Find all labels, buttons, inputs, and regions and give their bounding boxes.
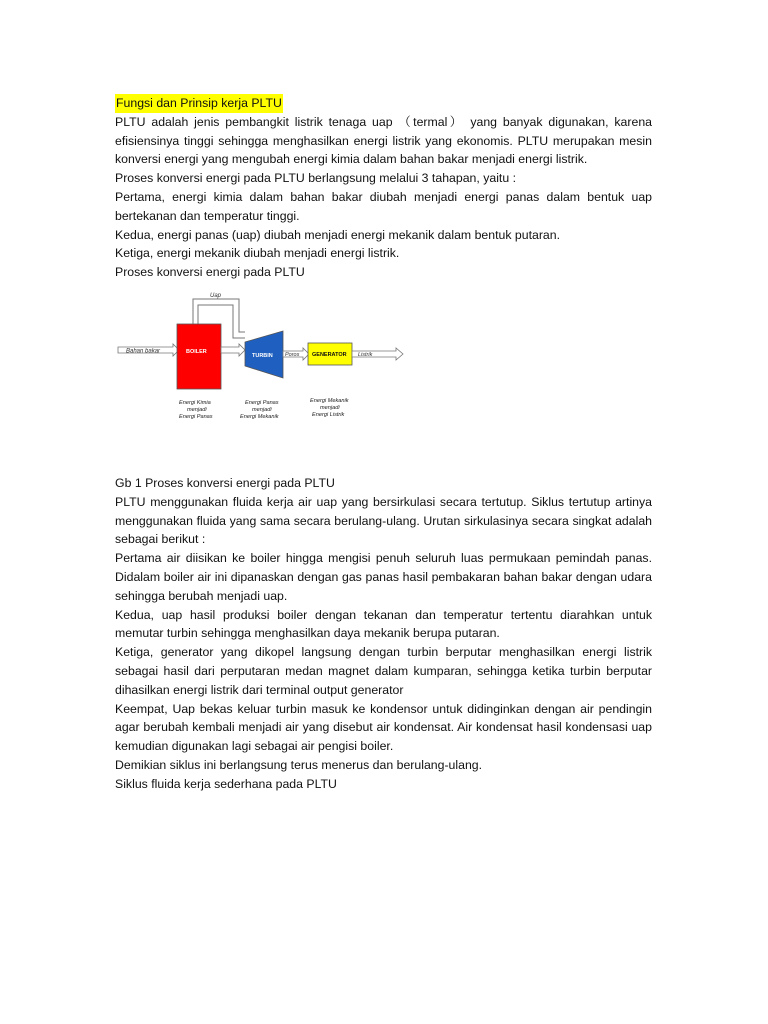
generator-label: GENERATOR xyxy=(312,351,347,358)
paragraph-line: sebagai hasil dari perputaran medan magnet dalam kumparan, sehingga ketika turbin berputar xyxy=(115,663,652,678)
paragraph-line: Ketiga, generator yang dikopel langsung dengan turbin berputar menghasilkan energi listrik xyxy=(115,645,652,660)
caption-turbin-1: Energi Panas xyxy=(245,399,279,406)
paragraph-line: Keempat, Uap bekas keluar turbin masuk ke kondensor untuk didinginkan dengan air pendingin xyxy=(115,701,652,716)
paragraph-line: Pertama, energi kimia dalam bahan bakar diubah menjadi energi panas dalam bentuk uap xyxy=(115,189,652,204)
pltu-diagram xyxy=(115,282,652,474)
caption-generator-3: Energi Listrik xyxy=(312,411,345,418)
boiler-label: BOILER xyxy=(186,348,207,355)
listrik-label: Listrik xyxy=(358,351,373,358)
paragraph-line: Kedua, uap hasil produksi boiler dengan tekanan dan temperatur tertentu diarahkan untuk xyxy=(115,607,652,622)
paragraph-line: Pertama air diisikan ke boiler hingga mengisi penuh seluruh luas permukaan pemindah panas. xyxy=(115,551,652,566)
paragraph-line: Demikian siklus ini berlangsung terus menerus dan berulang-ulang. xyxy=(115,757,483,772)
paragraph-line: bertekanan dan temperatur tinggi. xyxy=(115,208,300,223)
poros-label: Poros xyxy=(285,351,300,358)
caption-turbin-3: Energi Mekanik xyxy=(240,413,279,420)
paragraph-line: sebagai berikut : xyxy=(115,532,206,547)
doc-title-line xyxy=(115,94,652,113)
document-page xyxy=(115,94,652,794)
caption-generator-1: Energi Mekanik xyxy=(310,397,349,404)
paragraph-line: Siklus fluida kerja sederhana pada PLTU xyxy=(115,776,337,791)
caption-boiler-1: Energi Kimia xyxy=(179,399,211,406)
caption-boiler-3: Energi Panas xyxy=(179,413,213,420)
caption-boiler-2: menjadi xyxy=(187,406,207,413)
paragraph-line: agar berubah kembali menjadi air yang disebut air kondensat. Air kondensat hasil kondensasi uap xyxy=(115,720,652,735)
figure-caption: Gb 1 Proses konversi energi pada PLTU xyxy=(115,475,335,490)
paragraph-line: efisiensinya tinggi sehingga menghasilkan energi listrik yang ekonomis. PLTU merupakan mesin xyxy=(115,133,652,148)
paragraph-line: Ketiga, energi mekanik diubah menjadi energi listrik. xyxy=(115,246,400,261)
paragraph-line: Kedua, energi panas (uap) diubah menjadi energi mekanik dalam bentuk putaran. xyxy=(115,227,561,242)
paragraph-line: konversi energi yang mengubah energi kimia dalam bahan bakar menjadi energi listrik. xyxy=(115,152,588,167)
paragraph-line: menggunakan fluida yang sama secara berulang-ulang. Urutan sirkulasinya secara singkat adalah xyxy=(115,513,652,528)
pltu-diagram-svg xyxy=(115,282,652,474)
doc-title: Fungsi dan Prinsip kerja PLTU xyxy=(115,94,283,113)
paragraph-line: Didalam boiler air ini dipanaskan dengan gas panas hasil pembakaran bahan bakar dengan udara xyxy=(115,569,652,584)
uap-label: Uap xyxy=(210,292,222,299)
paragraph-line: PLTU adalah jenis pembangkit listrik tenaga uap （termal） yang banyak digunakan, karena xyxy=(115,114,652,129)
paragraph-line: Proses konversi energi pada PLTU xyxy=(115,265,305,280)
paragraph-line: Proses konversi energi pada PLTU berlangsung melalui 3 tahapan, yaitu : xyxy=(115,171,517,186)
caption-generator-2: menjadi xyxy=(320,404,340,411)
bahan-bakar-label: Bahan bakar xyxy=(126,348,161,355)
boiler-turbin-arrow xyxy=(221,344,245,356)
paragraph-line: memutar turbin sehingga menghasilkan daya mekanik berupa putaran. xyxy=(115,626,500,641)
boiler-block xyxy=(177,324,221,389)
paragraph-line: kemudian digunakan lagi sebagai air pengisi boiler. xyxy=(115,739,394,754)
paragraph-line: PLTU menggunakan fluida kerja air uap yang bersirkulasi secara tertutup. Siklus tertutup artinya xyxy=(115,494,652,509)
paragraph-line: sehingga berubah menjadi uap. xyxy=(115,588,288,603)
caption-turbin-2: menjadi xyxy=(252,406,272,413)
paragraph-line: dihasilkan energi listrik dari terminal output generator xyxy=(115,682,404,697)
turbin-label: TURBIN xyxy=(252,352,273,359)
